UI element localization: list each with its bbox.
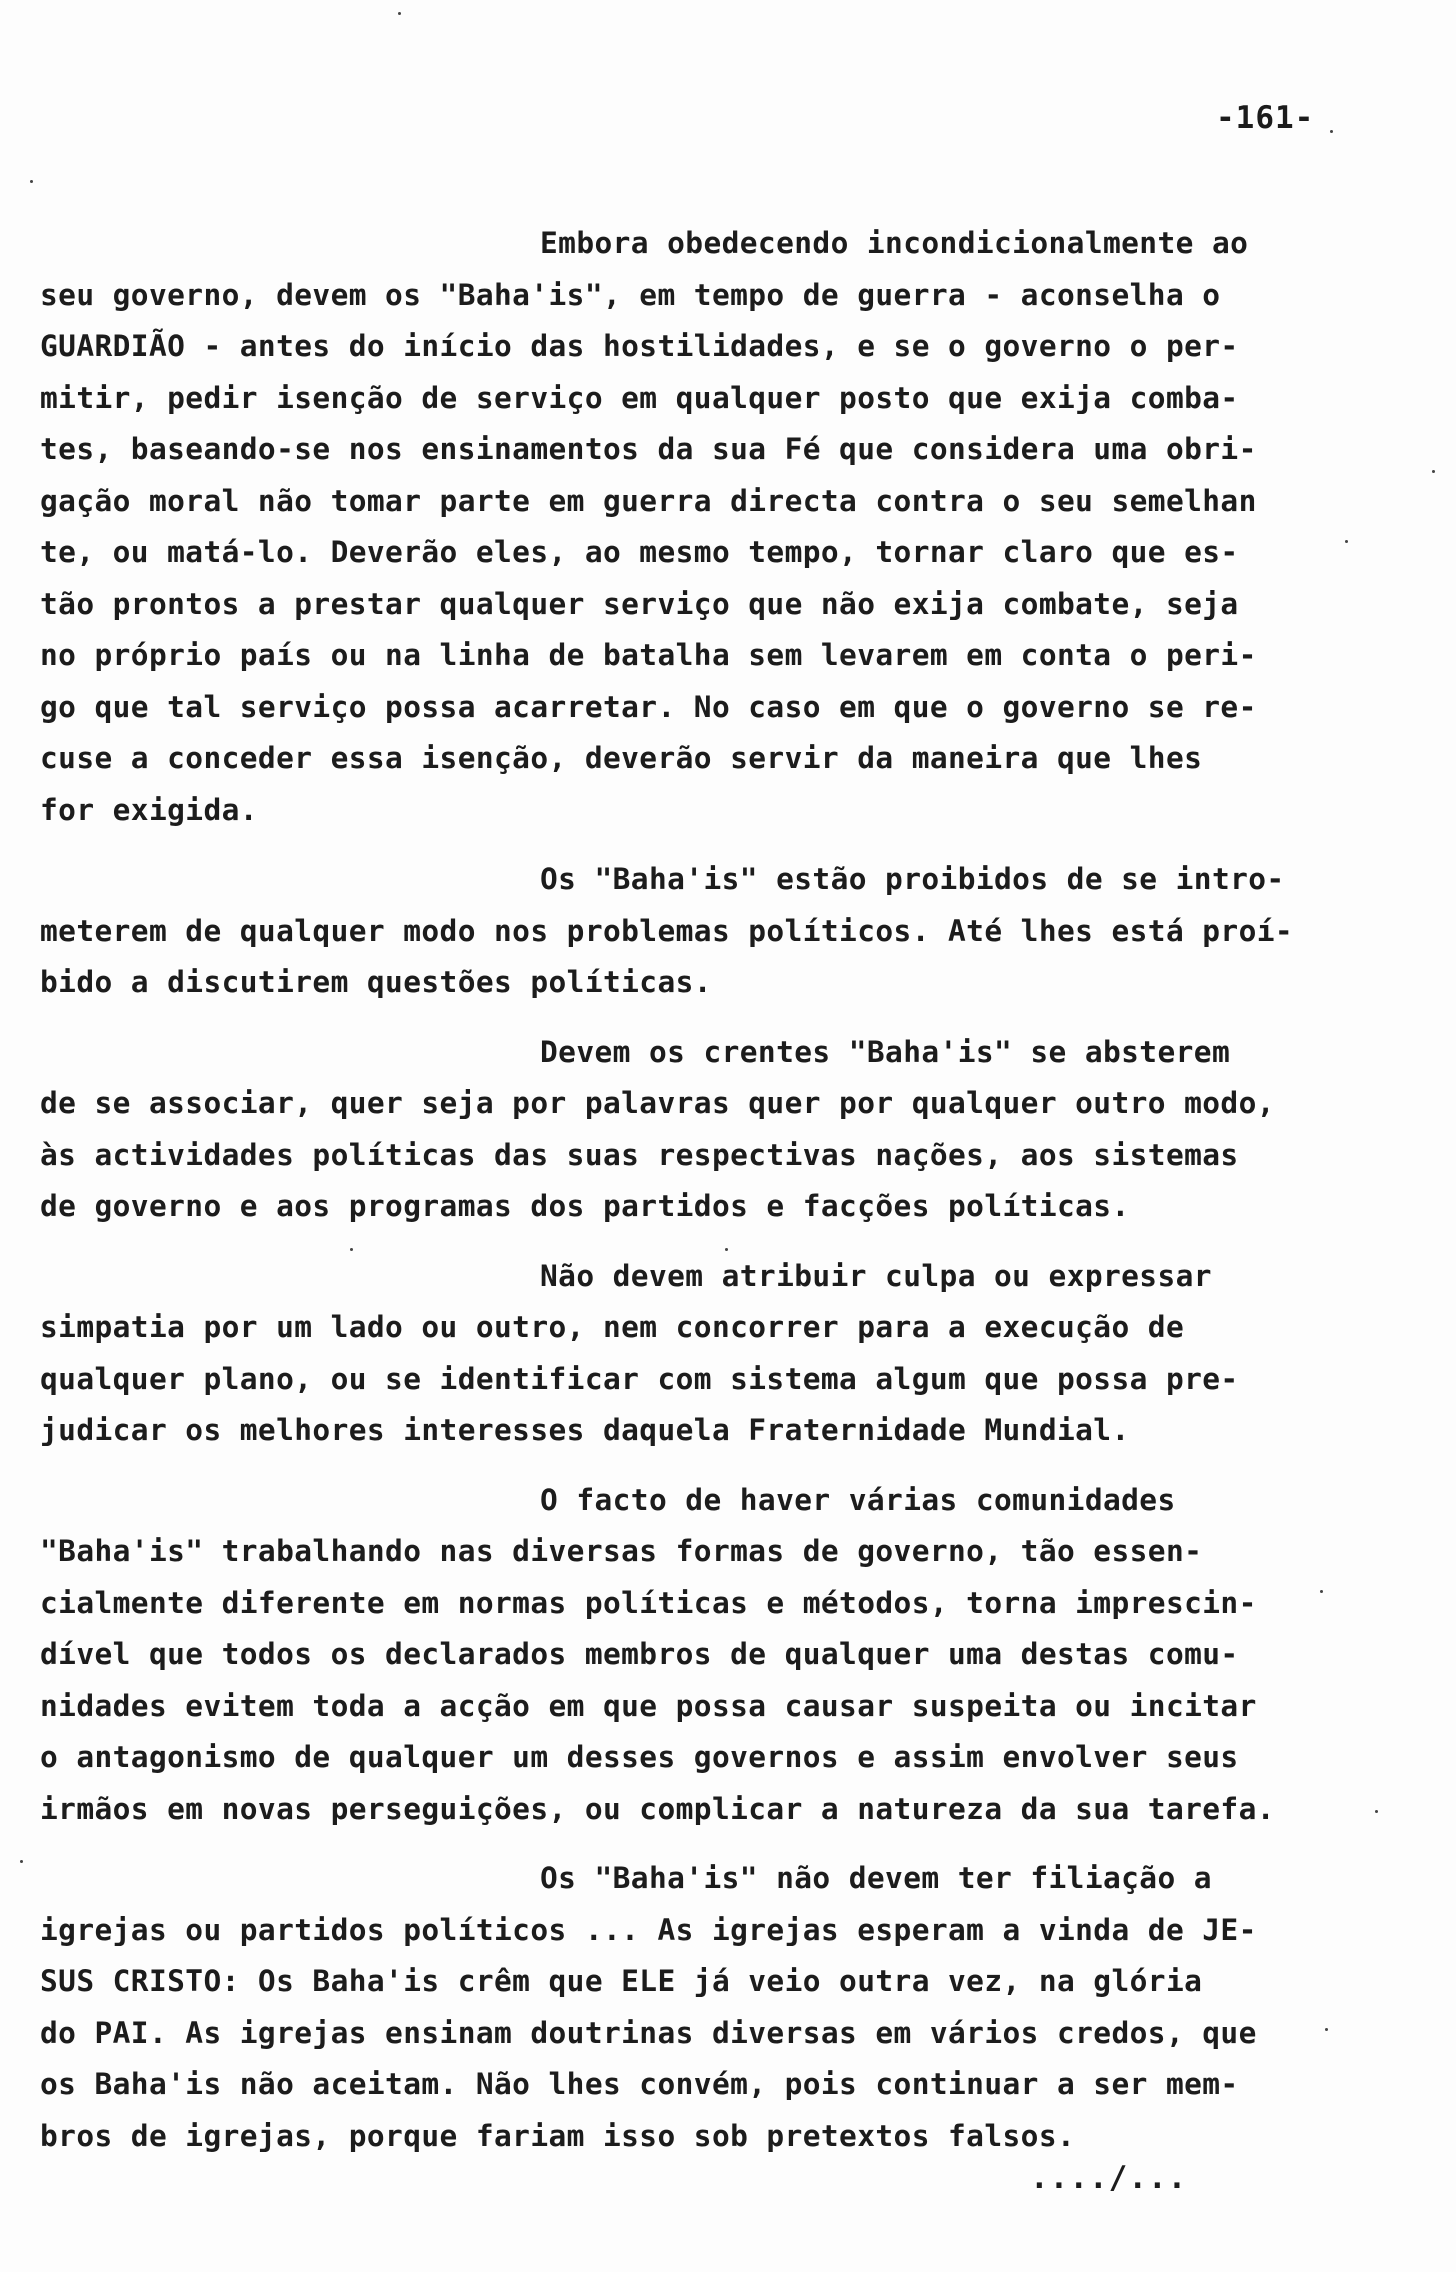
scan-speck: [350, 1248, 353, 1251]
text-line: seu governo, devem os "Baha'is", em tempo de guerra - aconselha o: [40, 277, 1221, 312]
text-line: tes, baseando-se nos ensinamentos da sua Fé que considera uma obri-: [40, 432, 1257, 466]
scan-speck: [1320, 1590, 1323, 1593]
paragraph-5: [40, 1475, 1340, 1836]
paragraph-4: [40, 1251, 1340, 1457]
text-line: Os "Baha'is" estão proibidos de se intro-: [540, 862, 1285, 896]
paragraph-6: [40, 1853, 1340, 2162]
text-line: tão prontos a prestar qualquer serviço que não exija combate, seja: [40, 586, 1239, 621]
scan-speck: [1325, 2028, 1328, 2031]
text-line: judicar os melhores interesses daquela Fraternidade Mundial.: [40, 1413, 1130, 1447]
text-line: for exigida.: [40, 792, 258, 827]
continuation-mark: ..../...: [1030, 2160, 1188, 2196]
page-number: -161-: [1216, 100, 1315, 136]
text-line: Não devem atribuir culpa ou expressar: [540, 1258, 1212, 1293]
scan-speck: [725, 1248, 728, 1251]
scan-speck: [1345, 540, 1348, 543]
text-line: Embora obedecendo incondicionalmente ao: [540, 226, 1249, 260]
text-line: te, ou matá-lo. Deverão eles, ao mesmo tempo, tornar claro que es-: [40, 535, 1239, 569]
scan-speck: [398, 12, 401, 15]
text-line: igrejas ou partidos políticos ... As igrejas esperam a vinda de JE-: [40, 1912, 1257, 1947]
text-line: "Baha'is" trabalhando nas diversas formas de governo, tão essen-: [40, 1534, 1203, 1568]
scan-speck: [1375, 1810, 1378, 1813]
text-line: meterem de qualquer modo nos problemas políticos. Até lhes está proí-: [40, 913, 1294, 948]
text-line: cialmente diferente em normas políticas e métodos, torna imprescin-: [40, 1585, 1257, 1620]
scan-speck: [20, 1860, 23, 1863]
text-line: cuse a conceder essa isenção, deverão servir da maneira que lhes: [40, 741, 1203, 775]
scan-speck: [1432, 470, 1435, 473]
text-line: Os "Baha'is" não devem ter filiação a: [540, 1861, 1212, 1895]
scan-speck: [30, 180, 33, 183]
text-line: Devem os crentes "Baha'is" se absterem: [540, 1034, 1231, 1069]
text-line: dível que todos os declarados membros de qualquer uma destas comu-: [40, 1637, 1239, 1671]
text-line: GUARDIÃO - antes do início das hostilidades, e se o governo o per-: [40, 329, 1239, 363]
text-line: simpatia por um lado ou outro, nem concorrer para a execução de: [40, 1310, 1185, 1344]
text-line: SUS CRISTO: Os Baha'is crêm que ELE já veio outra vez, na glória: [40, 1964, 1203, 1998]
text-line: nidades evitem toda a acção em que possa causar suspeita ou incitar: [40, 1688, 1257, 1723]
text-line: o antagonismo de qualquer um desses governos e assim envolver seus: [40, 1740, 1239, 1774]
text-line: O facto de haver várias comunidades: [540, 1482, 1176, 1517]
paragraph-1: [40, 218, 1340, 836]
body-text: [40, 218, 1340, 2180]
text-line: às actividades políticas das suas respectivas nações, aos sistemas: [40, 1137, 1239, 1172]
text-line: no próprio país ou na linha de batalha sem levarem em conta o peri-: [40, 638, 1257, 672]
text-line: irmãos em novas perseguições, ou complicar a natureza da sua tarefa.: [40, 1791, 1275, 1826]
text-line: go que tal serviço possa acarretar. No caso em que o governo se re-: [40, 689, 1257, 724]
text-line: qualquer plano, ou se identificar com sistema algum que possa pre-: [40, 1361, 1239, 1396]
text-line: mitir, pedir isenção de serviço em qualquer posto que exija comba-: [40, 380, 1239, 415]
text-line: bros de igrejas, porque fariam isso sob pretextos falsos.: [40, 2118, 1076, 2153]
text-line: bido a discutirem questões políticas.: [40, 965, 712, 999]
text-line: de governo e aos programas dos partidos e facções políticas.: [40, 1189, 1130, 1223]
text-line: do PAI. As igrejas ensinam doutrinas diversas em vários credos, que: [40, 2015, 1257, 2050]
text-line: os Baha'is não aceitam. Não lhes convém, pois continuar a ser mem-: [40, 2067, 1239, 2101]
text-line: de se associar, quer seja por palavras quer por qualquer outro modo,: [40, 1086, 1275, 1120]
scan-speck: [1330, 130, 1333, 133]
text-line: gação moral não tomar parte em guerra directa contra o seu semelhan: [40, 483, 1257, 518]
paragraph-2: [40, 854, 1340, 1009]
paragraph-3: [40, 1027, 1340, 1233]
